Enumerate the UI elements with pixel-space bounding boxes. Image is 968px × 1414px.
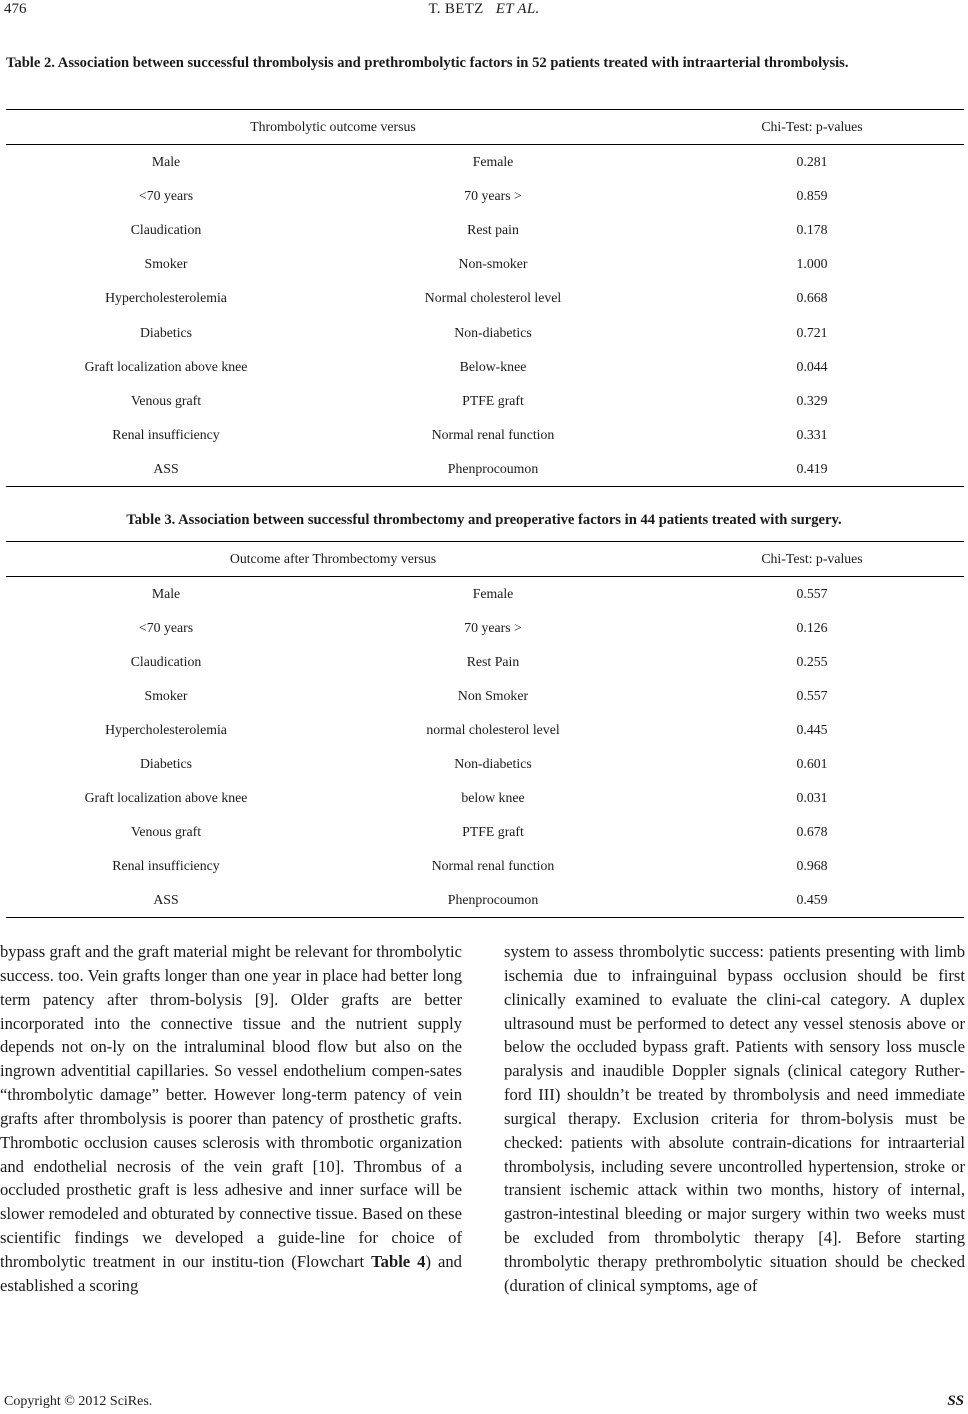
comparison-cell: PTFE graft bbox=[462, 824, 524, 839]
p-value-cell: 0.419 bbox=[660, 452, 964, 487]
left-text-part1: bypass graft and the graft material might be relevant for thrombolytic success. too. Vein grafts longer than one year in place had better long term patency after throm-bolysis [9]. Older grafts are better incorporated into the connective tissue and the nutrient supply depends not on-ly on the intraluminal blood flow but also on the ingrown adventitial capillaries. So vessel endothelium compen-sates “thrombolytic damage” better. However long-term patency of vein grafts after thrombolysis is poorer than patency of prosthetic grafts. Thrombotic occlusion causes sclerosis with thrombotic organization and endothelial necrosis of the vein graft [10]. Thrombus of a occluded prosthetic graft is less adhesive and inner surface will be slower remodeled and obturated by connective tissue. Based on these scientific findings we developed a guide-line for choice of thrombolytic treatment in our institu-tion (Flowchart bbox=[0, 942, 462, 1271]
comparison-cell: Normal renal function bbox=[431, 858, 555, 873]
comparison-cell: below knee bbox=[461, 790, 525, 805]
factor-cell: Hypercholesterolemia bbox=[105, 290, 227, 306]
factor-cell: Smoker bbox=[144, 688, 188, 703]
table4-reference: Table 4 bbox=[371, 1251, 426, 1271]
factor-cell: Claudication bbox=[130, 222, 202, 238]
p-value-cell: 0.968 bbox=[796, 858, 828, 873]
comparison-cell: Female bbox=[472, 154, 514, 170]
comparison-cell: Non-diabetics bbox=[454, 324, 532, 340]
factor-cell: Venous graft bbox=[130, 392, 202, 408]
table-row bbox=[6, 577, 964, 612]
table2 bbox=[6, 109, 964, 487]
p-value-cell: 0.678 bbox=[796, 824, 828, 839]
table-row bbox=[6, 781, 964, 815]
header-authors: T. BETZ bbox=[428, 1, 484, 17]
table2-header-pvalue: Chi-Test: p-values bbox=[660, 110, 964, 145]
table-row bbox=[6, 418, 964, 452]
factor-cell: Claudication bbox=[130, 654, 202, 669]
comparison-cell: Phenprocoumon bbox=[326, 883, 660, 918]
footer-journal: SS bbox=[947, 1393, 964, 1409]
p-value-cell: 0.044 bbox=[796, 358, 828, 374]
header-et-al: ET AL. bbox=[495, 1, 540, 17]
factor-cell: <70 years bbox=[138, 620, 194, 635]
factor-cell: Smoker bbox=[144, 256, 188, 272]
table-row bbox=[6, 145, 964, 180]
table-row bbox=[6, 350, 964, 384]
comparison-cell: Normal renal function bbox=[431, 426, 555, 442]
comparison-cell: Below-knee bbox=[459, 358, 527, 374]
p-value-cell: 1.000 bbox=[796, 256, 828, 272]
factor-cell: Male bbox=[151, 586, 181, 601]
table-row bbox=[6, 452, 964, 487]
table-row bbox=[6, 883, 964, 918]
p-value-cell: 0.859 bbox=[796, 188, 828, 204]
table3-header-row bbox=[6, 542, 964, 577]
comparison-cell: 70 years > bbox=[464, 620, 522, 635]
comparison-cell: 70 years > bbox=[464, 188, 522, 204]
table2-body bbox=[6, 145, 964, 487]
p-value-cell: 0.601 bbox=[796, 756, 828, 771]
factor-cell: Venous graft bbox=[130, 824, 202, 839]
table-row bbox=[6, 849, 964, 883]
p-value-cell: 0.721 bbox=[796, 324, 828, 340]
table-row bbox=[6, 713, 964, 747]
table2-header-row bbox=[6, 110, 964, 145]
comparison-cell: Non-diabetics bbox=[454, 756, 532, 771]
table3-header-pvalue: Chi-Test: p-values bbox=[660, 542, 964, 577]
table-row bbox=[6, 747, 964, 781]
comparison-cell: Non Smoker bbox=[457, 688, 529, 703]
table2-header-outcome: Thrombolytic outcome versus bbox=[6, 110, 660, 145]
table-row bbox=[6, 281, 964, 315]
table-row bbox=[6, 815, 964, 849]
p-value-cell: 0.668 bbox=[796, 290, 828, 306]
p-value-cell: 0.031 bbox=[796, 790, 828, 805]
factor-cell: ASS bbox=[6, 883, 326, 918]
p-value-cell: 0.329 bbox=[796, 392, 828, 408]
factor-cell: ASS bbox=[6, 452, 326, 487]
table2-caption: Table 2. Association between successful thrombolysis and prethrombolytic factors in 52 patients treated with intraarterial thrombolysis. bbox=[6, 55, 849, 71]
table-row bbox=[6, 679, 964, 713]
table-row bbox=[6, 179, 964, 213]
factor-cell: Renal insufficiency bbox=[112, 858, 220, 873]
table3 bbox=[6, 541, 964, 918]
p-value-cell: 0.459 bbox=[660, 883, 964, 918]
comparison-cell: Non-smoker bbox=[458, 256, 528, 272]
factor-cell: Diabetics bbox=[139, 756, 193, 771]
table3-caption: Table 3. Association between successful thrombectomy and preoperative factors in 44 patients treated with surgery. bbox=[126, 512, 842, 528]
p-value-cell: 0.178 bbox=[796, 222, 828, 238]
factor-cell: <70 years bbox=[138, 188, 194, 204]
footer-copyright: Copyright © 2012 SciRes. bbox=[4, 1394, 153, 1409]
table3-header-outcome: Outcome after Thrombectomy versus bbox=[6, 542, 660, 577]
table-row bbox=[6, 315, 964, 349]
table-row bbox=[6, 247, 964, 281]
body-column-left bbox=[0, 940, 462, 1298]
table-row bbox=[6, 645, 964, 679]
p-value-cell: 0.255 bbox=[796, 654, 828, 669]
table-row bbox=[6, 213, 964, 247]
comparison-cell: Female bbox=[472, 586, 514, 601]
factor-cell: Diabetics bbox=[139, 324, 193, 340]
comparison-cell: Rest pain bbox=[467, 222, 519, 238]
table-row bbox=[6, 384, 964, 418]
comparison-cell: Normal cholesterol level bbox=[424, 290, 562, 306]
factor-cell: Hypercholesterolemia bbox=[105, 722, 227, 737]
p-value-cell: 0.445 bbox=[796, 722, 828, 737]
table3-body bbox=[6, 577, 964, 918]
table-row bbox=[6, 611, 964, 645]
body-column-right: system to assess thrombolytic success: patients presenting with limb ischemia due to infrainguinal bypass occlusion should be first clinically examined to evaluate the clini-cal category. A duplex ultrasound must be performed to detect any vessel stenosis above or below the occluded bypass graft. Patients with sensory loss muscle paralysis and inaudible Doppler signals (clinical category Ruther-ford III) shouldn’t be treated by thrombolysis and need immediate surgical therapy. Exclusion criteria for throm-bolysis must be checked: patients with absolute contrain-dications for intraarterial thrombolysis, including severe uncontrolled hypertension, stroke or transient ischemic attack within two months, history of internal, gastron-intestinal bleeding or major surgery within two weeks must be excluded from thrombolytic therapy [4]. Before starting thrombolytic therapy prethrombolytic situation should be checked (duration of clinical symptoms, age of bbox=[504, 942, 965, 1295]
comparison-cell: Rest Pain bbox=[466, 654, 520, 669]
p-value-cell: 0.557 bbox=[796, 586, 828, 601]
comparison-cell: PTFE graft bbox=[462, 392, 524, 408]
p-value-cell: 0.331 bbox=[796, 426, 828, 442]
p-value-cell: 0.557 bbox=[796, 688, 828, 703]
left-text-part2: ) and established a scoring bbox=[0, 1251, 462, 1295]
comparison-cell: normal cholesterol level bbox=[426, 722, 560, 737]
p-value-cell: 0.281 bbox=[796, 154, 828, 170]
comparison-cell: Phenprocoumon bbox=[326, 452, 660, 487]
factor-cell: Male bbox=[151, 154, 181, 170]
factor-cell: Graft localization above knee bbox=[84, 358, 248, 374]
page-number: 476 bbox=[4, 1, 27, 17]
running-header bbox=[0, 1, 968, 18]
factor-cell: Graft localization above knee bbox=[84, 790, 248, 805]
p-value-cell: 0.126 bbox=[796, 620, 828, 635]
factor-cell: Renal insufficiency bbox=[112, 426, 220, 442]
